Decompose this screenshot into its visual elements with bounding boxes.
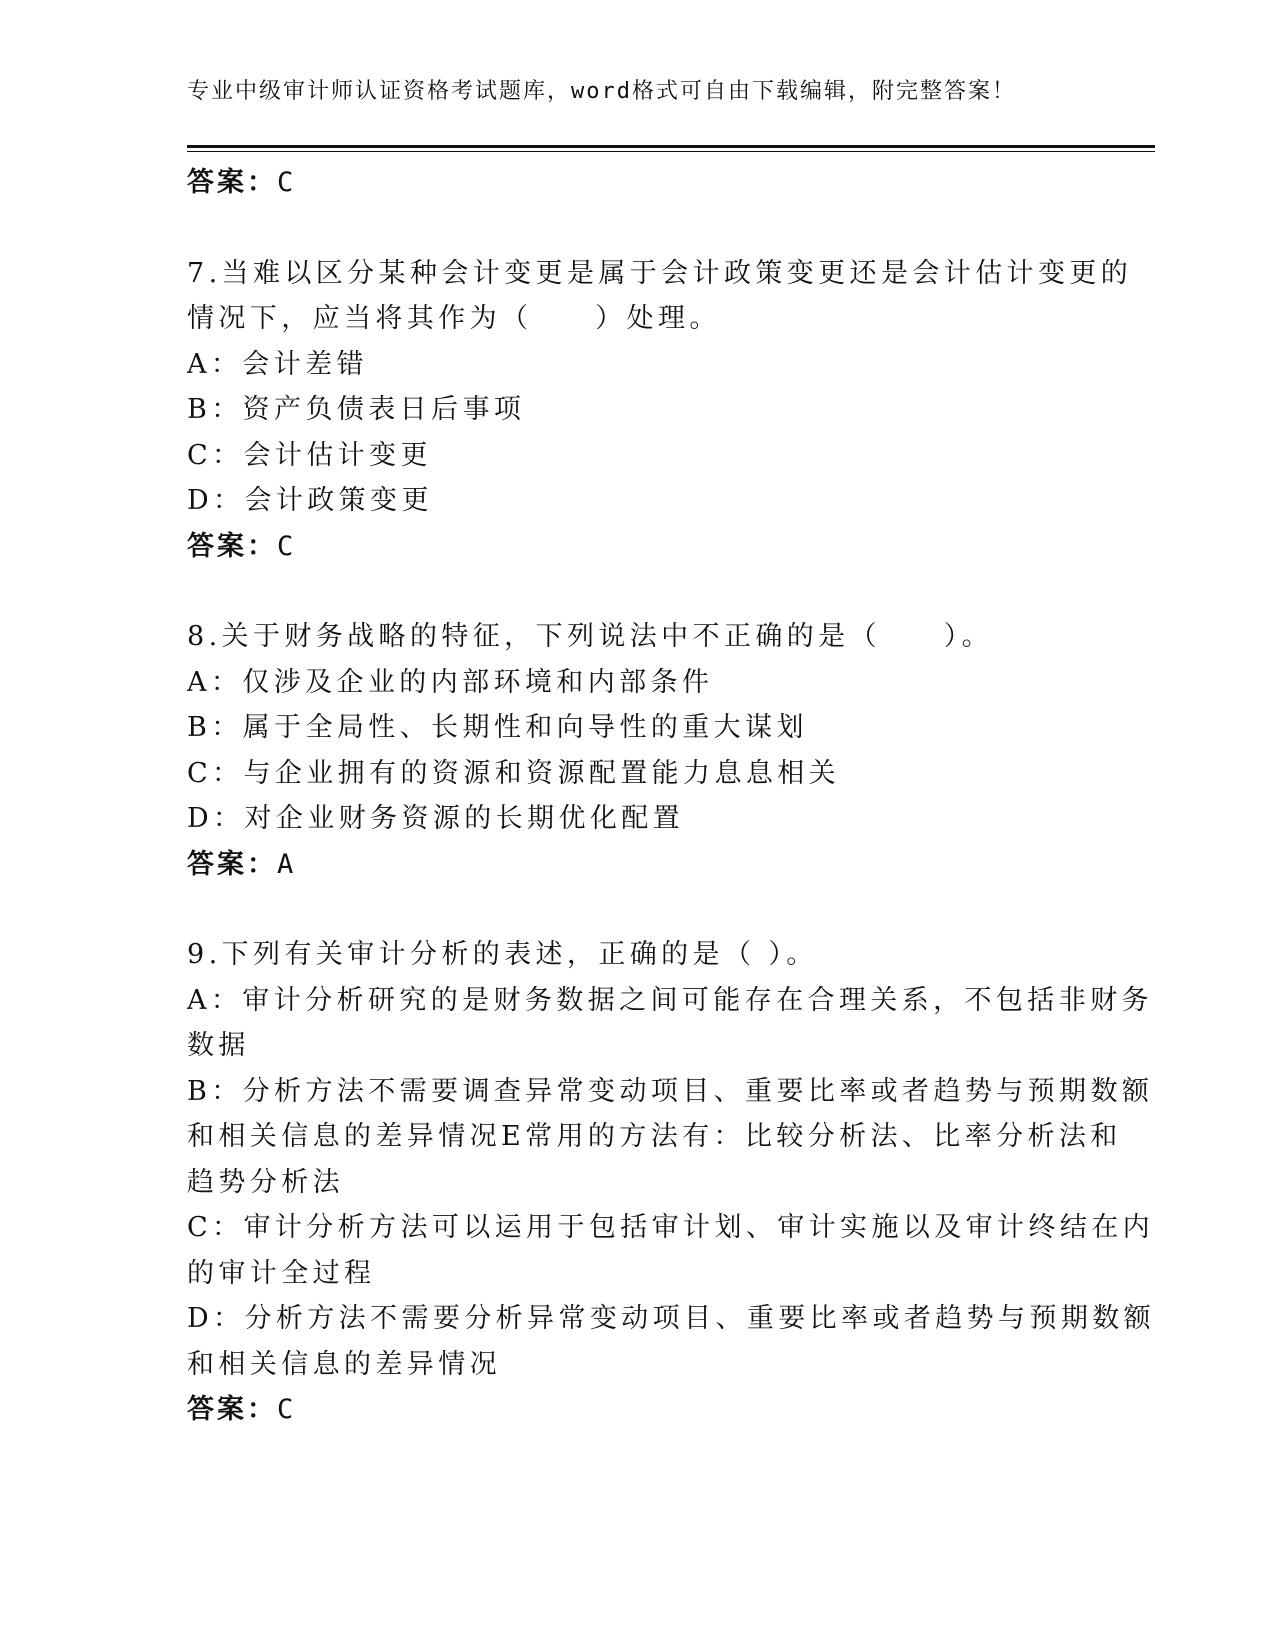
header-rule-thin xyxy=(187,151,1155,152)
option-c: C：审计分析方法可以运用于包括审计划、审计实施以及审计终结在内 xyxy=(187,1212,1155,1243)
option-b: B：资产负债表日后事项 xyxy=(187,394,526,425)
option-b-continued: 趋势分析法 xyxy=(187,1166,344,1198)
answer-line: 答案：C xyxy=(187,1394,297,1425)
question-8 xyxy=(187,614,1087,887)
option-d: D：会计政策变更 xyxy=(187,485,433,516)
question-stem: 8.关于财务战略的特征，下列说法中不正确的是（ ）。 xyxy=(187,621,994,652)
question-content xyxy=(187,160,1156,1433)
option-d: D：分析方法不需要分析异常变动项目、重要比率或者趋势与预期数额 xyxy=(187,1303,1156,1334)
header-rule-thick xyxy=(187,145,1155,148)
page-header: 专业中级审计师认证资格考试题库，word格式可自由下载编辑，附完整答案！ xyxy=(187,79,1016,104)
question-stem: 9.下列有关审计分析的表述，正确的是（ ）。 xyxy=(187,939,818,970)
option-a: A：仅涉及企业的内部环境和内部条件 xyxy=(187,666,714,698)
option-c: C：会计估计变更 xyxy=(187,439,432,471)
option-c-continued: 的审计全过程 xyxy=(187,1257,376,1289)
option-c: C：与企业拥有的资源和资源配置能力息息相关 xyxy=(187,757,841,789)
option-d-continued: 和相关信息的差异情况 xyxy=(187,1348,501,1380)
question-9 xyxy=(187,932,1156,1433)
answer-line: 答案：A xyxy=(187,848,297,880)
option-a: A：会计差错 xyxy=(187,348,368,380)
question-stem: 情况下，应当将其作为（ ）处理。 xyxy=(187,303,721,334)
option-a: A：审计分析研究的是财务数据之间可能存在合理关系，不包括非财务 xyxy=(187,984,1153,1016)
question-stem: 7.当难以区分某种会计变更是属于会计政策变更还是会计估计变更的 xyxy=(187,257,1133,289)
answer-line: 答案：C xyxy=(187,530,297,562)
option-b: B：属于全局性、长期性和向导性的重大谋划 xyxy=(187,712,808,743)
option-b-continued: 和相关信息的差异情况E常用的方法有：比较分析法、比率分析法和 xyxy=(187,1121,1122,1152)
option-a-continued: 数据 xyxy=(187,1030,250,1061)
question-7 xyxy=(187,251,1133,570)
answer-line: 答案：C xyxy=(187,167,297,198)
option-b: B：分析方法不需要调查异常变动项目、重要比率或者趋势与预期数额 xyxy=(187,1075,1154,1107)
option-d: D：对企业财务资源的长期优化配置 xyxy=(187,803,685,834)
